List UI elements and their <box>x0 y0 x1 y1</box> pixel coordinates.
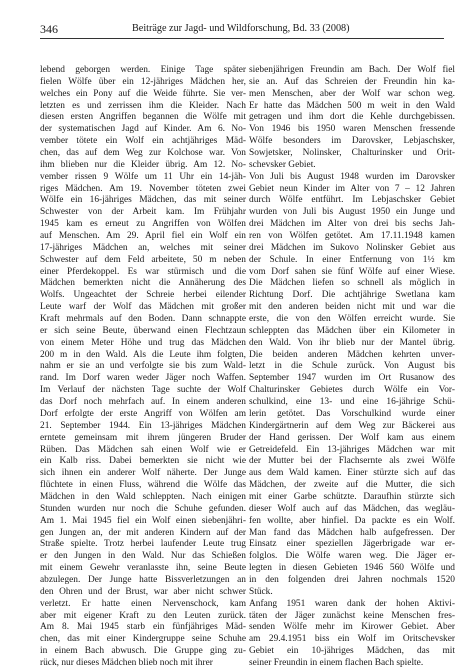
text-line: Anfang 1951 waren dank der hohen Aktivi- <box>249 598 455 609</box>
text-line: mit einer Garbe schützte. Daraufhin stürzte sich <box>249 491 455 502</box>
text-line: legten in diesen Gebieten 1946 560 Wölfe und <box>249 563 455 574</box>
text-line: chen, das mit einer Kindergruppe seine Schuhe <box>40 634 246 645</box>
text-line: September 1947 wurden im Ort Rusanow des <box>249 373 455 384</box>
text-line: mit den anderen beiden nicht mit und war die <box>249 302 455 313</box>
text-line: Wolfs. Ungeachtet der Schreie herbei eilender <box>40 290 246 301</box>
text-line: auf Menschen. Am 29. April fiel ein Wolf ein <box>40 231 246 242</box>
text-line: Stück. <box>249 586 273 597</box>
text-line: Am 1. Mai 1945 fiel ein Wolf einen siebenjähri- <box>40 515 246 526</box>
text-line: Kindergärtnerin auf dem Weg zur Bäckerei aus <box>249 420 455 431</box>
text-line: vember rissen 9 Wölfe um 11 Uhr ein 14-jäh- <box>40 171 246 182</box>
text-line: siebenjährigen Freundin am Bach. Der Wolf fiel <box>249 65 455 75</box>
text-line: Richtung Dorf. Die achtjährige Swetlana kam <box>249 290 455 301</box>
text-line: Einsatz einer speziellen Jägerbrigade war er- <box>249 539 455 550</box>
text-line: ein Kalb riss. Dabei bemerkten sie nicht wie <box>40 456 246 467</box>
text-line: in den folgenden drei Jahren nochmals 1520 <box>249 574 455 585</box>
text-line: verletzt. Er hatte einen Nervenschock, kam <box>40 598 246 609</box>
text-line: sich ihnen ein anderer Wolf näherte. Der Junge <box>40 468 246 479</box>
text-line: schulkind, eine 13- und eine 16-jährige Schü- <box>249 397 455 408</box>
text-line: Dorf erfolgte der erste Angriff von Wölfen am <box>40 408 246 419</box>
text-line: fielen Wölfe über ein 12-jähriges Mädchen her, <box>40 76 246 87</box>
text-line: in einem Bach abwusch. Die Gruppe ging zu- <box>40 646 246 657</box>
text-line: Von Juli bis August 1948 wurden im Darovsker <box>249 171 455 182</box>
page-header <box>40 20 444 39</box>
text-line: durch Wölfe entführt. Im Lebjaschsker Gebiet <box>249 195 455 206</box>
text-line: schevsker Gebiet. <box>249 159 316 170</box>
text-line: erntete gemeinsam mit ihrem jüngeren Bruder <box>40 432 246 443</box>
text-line: der Mutter bei der Flachsernte als zwei Wölfe <box>249 456 455 467</box>
text-line: nahm er sie an und verfolgte sie bis zum Wald- <box>40 361 246 372</box>
text-line: seiner Freundin in einem flachen Bach spielte. <box>249 657 424 668</box>
text-line: Sowjetsker, Nolinsker, Chalturinsker und Orit- <box>249 148 455 159</box>
text-line: einer Pferdekoppel. Es war stürmisch und die <box>40 266 246 277</box>
text-line: täten der Jäger zunächst keine Menschen fres- <box>249 610 455 621</box>
text-line: Stunden wurden nur noch die Schuhe gefunden. <box>40 503 246 514</box>
text-line: Man fand das Mädchen halb aufgefressen. Der <box>249 527 455 538</box>
text-line: aber mit eigener Kraft zu den Leuten zurück. <box>40 610 246 621</box>
text-line: 1945 kam es erneut zu Angriffen von Wölfen <box>40 219 246 230</box>
text-line: Mädchen bemerkten nicht die Annäherung des <box>40 278 246 289</box>
text-line: den Wald. Von ihr blieb nur der Mantel übrig. <box>249 337 455 348</box>
text-line: Mädchen, der zweite auf die Mutter, die sich <box>249 480 455 491</box>
text-line: dieser Wolf auch auf das Mädchen, das wegläu- <box>249 503 455 514</box>
text-line: ihm blieben nur die Kleider übrig. Am 12. No- <box>40 159 246 170</box>
text-line: gen Jungen an, der mit anderen Kindern auf der <box>40 527 246 538</box>
text-line: Leute warf der Wolf das Mädchen mit großer <box>40 302 246 313</box>
text-line: diesen ersten Angriffen begannen die Wölfe mit <box>40 112 246 123</box>
text-line: Chalturinsker Gebietes durch Wölfe ein Vor- <box>249 385 455 396</box>
text-line: rand. Im Dorf waren weder Jäger noch Waffen. <box>40 373 246 384</box>
text-line: flüchtete in einen Fluss, während die Wölfe das <box>40 480 246 491</box>
text-line: Schwester auf dem Feld arbeitete, 50 m neben <box>40 254 246 265</box>
text-line: Wölfe besonders im Darovsker, Lebjaschsker, <box>249 136 455 147</box>
text-line: fen wollte, aber hinfiel. Da packte es ein Wolf. <box>249 515 455 526</box>
text-line: folglos. Die Wölfe waren weg. Die Jäger er- <box>249 551 455 562</box>
text-line: aus dem Wald kamen. Einer stürzte sich auf das <box>249 468 455 479</box>
text-line: getragen und ihm dort die Kehle durchgebissen. <box>249 112 455 123</box>
text-line: der Hand gerissen. Der Wolf kam aus einem <box>249 432 455 443</box>
text-line: der Schule. In einer Entfernung von 1½ km <box>249 254 455 265</box>
text-line: Die beiden anderen Mädchen kehrten unver- <box>249 349 455 360</box>
text-line: Straße spielte. Trotz herbei laufender Leute trug <box>40 539 246 550</box>
page-number: 346 <box>40 22 58 36</box>
text-line: sie an. Auf das Schreien der Freundin hin ka- <box>249 76 455 87</box>
text-line: Kraft mehrmals auf den Boden. Dann schnappte <box>40 314 246 325</box>
text-line: chen, das auf dem Weg zur Kolchose war. Von <box>40 148 246 159</box>
text-line: Am 8. Mai 1945 starb ein fünfjähriges Mäd- <box>40 622 246 633</box>
text-line: 21. September 1944. Ein 13-jähriges Mädchen <box>40 420 246 431</box>
text-line: Von 1946 bis 1950 waren Menschen fressende <box>249 124 455 135</box>
text-line: 200 m in den Wald. Als die Leute ihm folgten, <box>40 349 246 360</box>
text-line: er sich seine Beute, überwand einen Flechtzaun <box>40 325 246 336</box>
text-line: Gebiet neun Kinder im Alter von 7 – 12 Jahren <box>249 183 455 194</box>
text-line: von einem Meter Höhe und trug das Mädchen <box>40 337 246 348</box>
text-line: senden Wölfe mehr im Kirower Gebiet. Aber <box>249 622 455 633</box>
text-line: das Dorf noch mehrfach auf. In einem anderen <box>40 397 246 408</box>
text-line: lerin getötet. Das Vorschulkind wurde einer <box>249 408 455 419</box>
right-text-column <box>249 65 455 670</box>
text-line: rück, nur dieses Mädchen blieb noch mit ihrer <box>40 657 213 668</box>
text-line: der systematischen Jagd auf Kinder. Am 6. No- <box>40 124 246 135</box>
text-line: Die Mädchen liefen so schnell als möglich in <box>249 278 455 289</box>
text-line: vom Dorf sahen sie fünf Wölfe auf einer Wiese. <box>249 266 455 277</box>
text-line: drei Mädchen im Sukovo Nolinsker Gebiet aus <box>249 242 455 253</box>
text-line: Schwester von der Arbeit kam. Im Frühjahr <box>40 207 246 218</box>
text-line: abzulegen. Der Junge hatte Bissverletzungen an <box>40 574 246 585</box>
text-line: men Menschen, aber der Wolf war schon weg. <box>249 88 455 99</box>
text-line: vember tötete ein Wolf ein achtjähriges Mäd- <box>40 136 246 147</box>
text-line: drei Mädchen im Alter von drei bis sechs Jah- <box>249 219 455 230</box>
text-line: Mädchen in den Wald schleppten. Nach einigen <box>40 491 246 502</box>
text-line: schleppten das Mädchen über ein Kilometer in <box>249 325 455 336</box>
text-line: Gebiet ein 10-jähriges Mädchen, das mit <box>249 646 455 657</box>
text-line: wurden von Juli bis August 1950 ein Junge und <box>249 207 455 218</box>
running-head: Beiträge zur Jagd- und Wildforschung, Bd. 33 (2008) <box>132 23 350 34</box>
text-line: erste, die von den Wölfen erreicht wurde. Sie <box>249 314 455 325</box>
text-line: 17-jähriges Mädchen an, welches mit seiner <box>40 242 246 253</box>
text-line: am 29.4.1951 biss ein Wolf im Oritschevsker <box>249 634 455 645</box>
text-line: Im Verlauf der nächsten Tage suchte der Wolf <box>40 385 246 396</box>
text-line: letzt in die Schule zurück. Von August bis <box>249 361 455 372</box>
text-line: er den Jungen in den Wald. Nur das Schießen <box>40 551 246 562</box>
text-line: letzten es und zerrissen ihm die Kleider. Nach <box>40 100 246 111</box>
text-line: ren von Wölfen getötet. Am 17.11.1948 kamen <box>249 231 455 242</box>
text-line: Er hatte das Mädchen 500 m weit in den Wald <box>249 100 455 111</box>
left-text-column <box>40 65 246 670</box>
text-line: mit einem Gewehr veranlasste ihn, seine Beute <box>40 563 246 574</box>
text-line: riges Mädchen. Am 19. November töteten zwei <box>40 183 246 194</box>
text-line: Wölfe ein 16-jähriges Mädchen, das mit seiner <box>40 195 246 206</box>
text-line: lebend geborgen werden. Einige Tage später <box>40 65 246 75</box>
text-line: Getreidefeld. Ein 13-jähriges Mädchen war mit <box>249 444 455 455</box>
text-line: den Ohren und der Brust, war aber nicht schwer <box>40 586 246 597</box>
text-line: Rüben. Das Mädchen sah einen Wolf wie er <box>40 444 246 455</box>
text-line: welches ein Pony auf die Weide führte. Sie ver- <box>40 88 246 99</box>
